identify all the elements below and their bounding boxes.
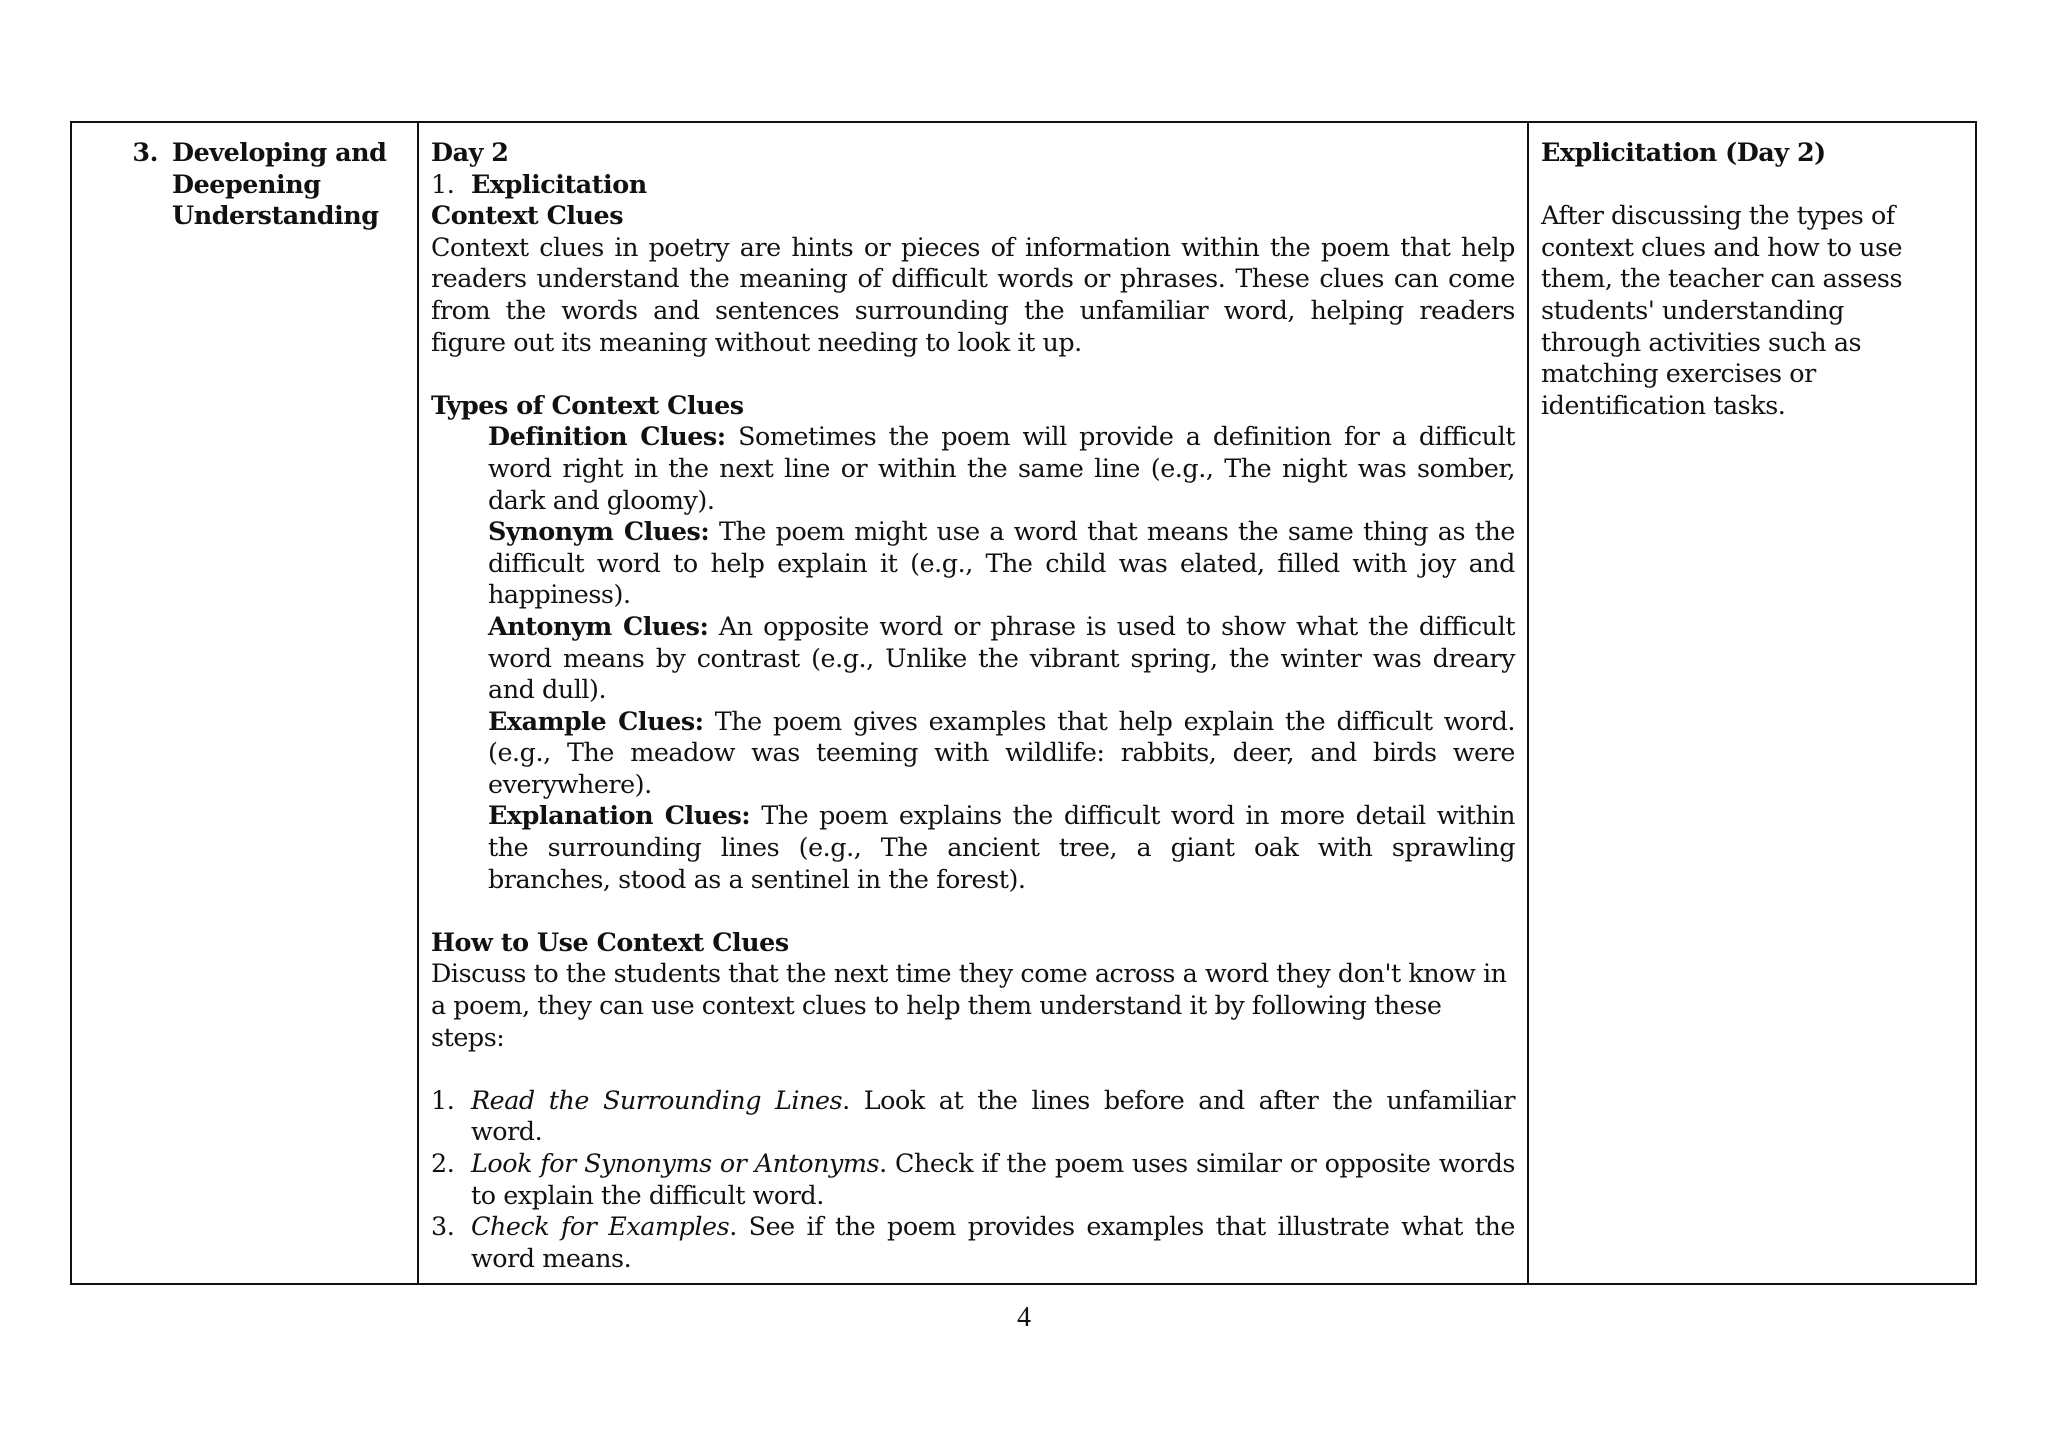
step-item: 1. Read the Surrounding Lines. Look at the lines before and after the unfamiliar word. bbox=[431, 1084, 1516, 1147]
notes-line: them, the teacher can assess bbox=[1541, 263, 1903, 294]
notes-line: context clues and how to use bbox=[1541, 231, 1903, 262]
clue-antonym: Antonym Clues: An opposite word or phrase is used to show what the difficult word means by contrast (e.g., Unlike the vibrant spring, the winter was dreary and dull). bbox=[488, 610, 1515, 705]
notes-column bbox=[1529, 123, 1975, 1283]
context-clues-heading: Context Clues bbox=[431, 200, 624, 231]
notes-line: matching exercises or bbox=[1541, 358, 1816, 389]
content-column bbox=[419, 123, 1529, 1283]
activity-number: 1. bbox=[431, 168, 455, 199]
types-heading: Types of Context Clues bbox=[431, 389, 744, 420]
clue-explanation: Explanation Clues: The poem explains the difficult word in more detail within the surrounding lines (e.g., The ancient tree, a giant oak with sprawling branches, stood as a sentinel in the forest). bbox=[488, 800, 1515, 894]
notes-line: through activities such as bbox=[1541, 326, 1862, 357]
section-number: 3. bbox=[132, 137, 158, 167]
clue-definition: Definition Clues: Sometimes the poem will provide a definition for a difficult word right in the next line or within the same line (e.g., The night was somber, dark and gloomy). bbox=[488, 421, 1515, 515]
section-column bbox=[72, 123, 419, 1283]
step-item: 3. Check for Examples. See if the poem provides examples that illustrate what the word means. bbox=[431, 1211, 1515, 1273]
howto-paragraph: Discuss to the students that the next time they come across a word they don't know in a poem, they can use context clues to help them understand it by following these steps: bbox=[431, 958, 1507, 1052]
activity-heading bbox=[431, 169, 1515, 201]
clue-synonym: Synonym Clues: The poem might use a word that means the same thing as the difficult word to help explain it (e.g., The child was elated, filled with joy and happiness). bbox=[488, 516, 1515, 610]
lesson-table bbox=[70, 121, 1977, 1285]
notes-heading: Explicitation (Day 2) bbox=[1541, 137, 1826, 167]
clue-example: Example Clues: The poem gives examples that help explain the difficult word. (e.g., The meadow was teeming with wildlife: rabbits, deer, and birds were everywhere). bbox=[488, 705, 1515, 799]
notes-line: students' understanding bbox=[1541, 294, 1844, 325]
activity-title: Explicitation bbox=[471, 168, 647, 199]
page-number: 4 bbox=[1017, 1302, 1031, 1333]
context-clues-paragraph: Context clues in poetry are hints or pieces of information within the poem that help readers understand the meaning of difficult words or phrases. These clues can come from the words and sentences surrounding the unfamiliar word, helping readers figure out its meaning without needing to look it up. bbox=[431, 231, 1515, 357]
notes-line: identification tasks. bbox=[1541, 389, 1786, 420]
section-title: Developing and Deepening Understanding bbox=[172, 137, 387, 231]
section-heading bbox=[72, 137, 405, 232]
notes-line: After discussing the types of bbox=[1541, 200, 1895, 231]
step-item: 2. Look for Synonyms or Antonyms. Check if the poem uses similar or opposite words to explain the difficult word. bbox=[431, 1148, 1516, 1210]
day-heading: Day 2 bbox=[431, 137, 509, 167]
howto-heading: How to Use Context Clues bbox=[431, 926, 789, 957]
